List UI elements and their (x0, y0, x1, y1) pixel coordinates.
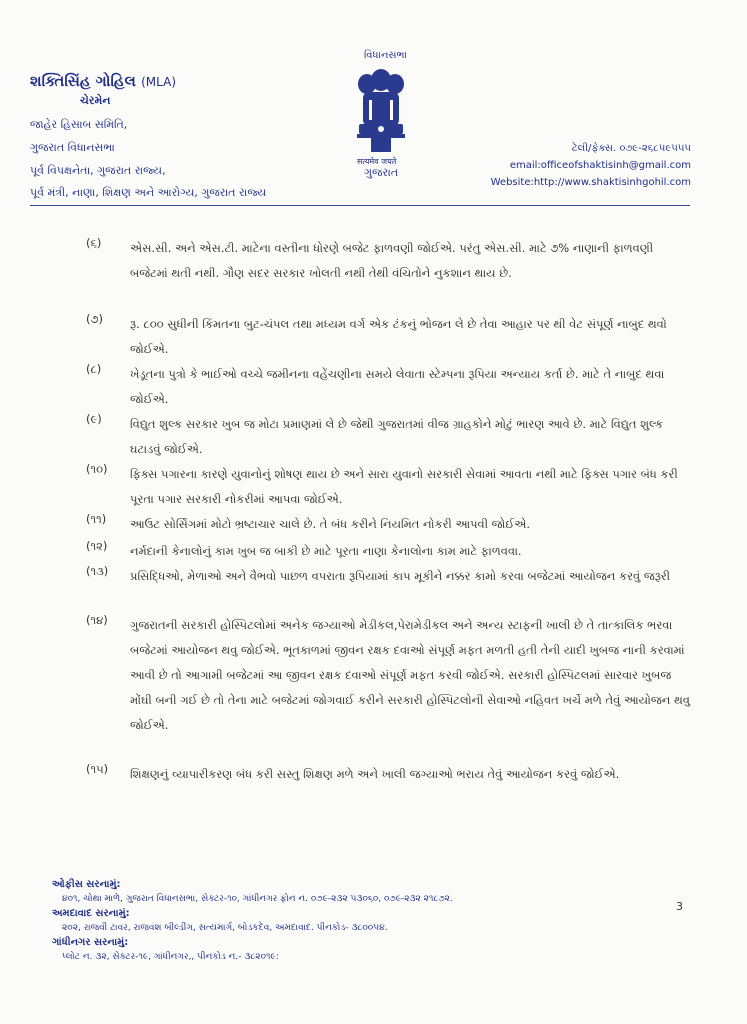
sender-line-3: પૂર્વ વિપક્ષનેતા, ગુજરાત રાજ્ય, (30, 164, 166, 177)
item-number: (૧૨) (86, 539, 108, 553)
emblem-motto: सत्यमेव जयते (357, 157, 397, 166)
item-text: નર્મદાની કેનાલોનું કામ ખુબ જ બાકી છે માટે પૂરતા નાણા કેનાલોના કામ માટે ફાળવવા. (130, 544, 522, 558)
contact-phone: ટેલી/ફેક્સ. ૦૭૯-૨૬૮૫૯૫૫૫ (571, 143, 691, 154)
item-text: ખેડૂતના પુત્રો કે ભાઈઓ વચ્ચે જમીનના વહેંચણીના સમયે લેવાતા સ્ટેમ્પના રૂપિયા અન્યાય કર્તા છે. માટે તે નાબુદ થવા જોઈએ. (130, 367, 665, 406)
ahmedabad-address-label: અમદાવાદ સરનામું: (52, 908, 130, 919)
item-text: પ્રસિદ્ધિઓ, મેળાઓ અને વૈભવો પાછળ વપરાતા રૂપિયામાં કાપ મૂકીને નક્કર કામો કરવા બજેટમાં આયોજન કરવું જરૂરી (130, 569, 671, 583)
contact-email[interactable]: email:officeofshaktisinh@gmail.com (509, 160, 691, 171)
gandhinagar-address-label: ગાંધીનગર સરનામું: (52, 937, 129, 948)
sender-name-suffix: (MLA) (141, 75, 176, 89)
header-divider (30, 205, 690, 206)
sender-line-4: પૂર્વ મંત્રી, નાણા, શિક્ષણ અને આરોગ્ય, ગુજરાત રાજ્ય (30, 186, 267, 199)
emblem-label: વિધાનસભા (364, 50, 407, 61)
emblem-state: ગુજરાત (364, 166, 399, 179)
sender-name (30, 72, 176, 90)
sender-role: ચેરમેન (80, 94, 111, 107)
item-text: રૂ. ૮૦૦ સુધીની કિંમતના બુટ-ચંપલ તથા મધ્યમ વર્ગ એક ટંકનું ભોજન લે છે તેવા આહાર પર થી વેટ સંપૂર્ણ નાબુદ થવો જોઈએ. (130, 317, 667, 356)
page-number: 3 (676, 900, 683, 913)
item-number: (૭) (86, 312, 103, 326)
item-number: (૮) (86, 362, 102, 376)
item-number: (૬) (86, 236, 102, 250)
item-text: આઉટ સોર્સિંગમાં મોટો ભ્રષ્ટાચાર ચાલે છે. તે બંધ કરીને નિયમિત નોકરી આપવી જોઈએ. (130, 517, 531, 531)
item-text: શિક્ષણનું વ્યાપારીકરણ બંધ કરી સસ્તુ શિક્ષણ મળે અને ખાલી જગ્યાઓ ભરાય તેવું આયોજન કરવું જોઈએ. (130, 767, 620, 781)
emblem-icon (345, 66, 417, 156)
item-text: વિદ્યુત શુલ્ક સરકાર ખુબ જ મોટા પ્રમાણમાં લે છે જેથી ગુજરાતમાં વીજ ગ્રાહકોને મોટું ભારણ આવે છે. માટે વિદ્યુત શુલ્ક ઘટાડવું જોઈએ. (130, 417, 664, 456)
item-number: (૧૫) (86, 762, 109, 776)
gandhinagar-address: પ્લોટ ન. ૩૨, સેક્ટર-૧૯, ગાંધીનગર,, પીનકોડ ન.- ૩૮૨૦૧૯: (62, 952, 279, 962)
contact-block (491, 140, 691, 191)
ahmedabad-address: ૨૦૨, રાજવી ટાવર, રાજવંશ બીલ્ડીંગ, સત્યમાર્ગ, બોડકદેવ, અમદાવાદ. પીનકોડ- ૩૮૦૦૫૪. (62, 923, 388, 933)
office-address: ૪૦૧, ચોથા માળે, ગુજરાત વિધાનસભા, સેક્ટર-૧૦, ગાંધીનગર ફોન ન. ૦૭૯-૨૩૨ ૫૩૦૬૦, ૦૭૯-૨૩૨ ૨૧૮૭૨. (62, 894, 453, 904)
office-address-label: ઓફીસ સરનામું: (52, 879, 121, 890)
sender-line-1: જાહેર હિસાબ સમિતિ, (30, 118, 128, 131)
item-text: ફિક્સ પગારના કારણે યુવાનોનું શોષણ થાય છે અને સારા યુવાનો સરકારી સેવામાં આવતા નથી માટે ફિક્સ પગાર બંધ કરી પૂરતા પગાર સરકારી નોકરીમાં આપવા જોઈએ. (130, 467, 678, 506)
item-text: એસ.સી. અને એસ.ટી. માટેના વસ્તીના ધોરણે બજેટ ફાળવણી જોઈએ. પરંતુ એસ.સી. માટે ૭% નાણાની ફાળવણી બજેટમાં થતી નથી. ગૌણ સદર સરકાર ખોલતી નથી તેથી વંચિતોને નુકશાન થાય છે. (130, 241, 654, 280)
footer-addresses (52, 878, 692, 965)
sender-name-text: શક્તિસિંહ ગોહિલ (30, 72, 136, 90)
item-number: (૧૦) (86, 462, 108, 476)
contact-website[interactable]: Website:http://www.shaktisinhgohil.com (490, 177, 691, 188)
item-number: (૯) (86, 412, 102, 426)
item-number: (૧૩) (86, 564, 109, 578)
sender-line-2: ગુજરાત વિધાનસભા (30, 141, 115, 154)
item-text: ગુજરાતની સરકારી હોસ્પિટલોમાં અનેક જગ્યાઓ મેડીકલ,પેરામેડીકલ અને અન્ય સ્ટાફની ખાલી છે તે તાત્કાલિક ભરવા બજેટમાં આયોજન થવુ જોઈએ. ભૂતકાળમાં જીવન રક્ષક દવાઓ સંપૂર્ણ મફત મળતી હતી તેની યાદી ખુબજ નાની કરવામાં આવી છે તો આગામી બજેટમાં આ જીવન રક્ષક દવાઓ સંપૂર્ણ મફત કરવી જોઈએ. સરકારી હોસ્પિટલમાં સારવાર ખુબજ મોંઘી બની ગઈ છે તો તેના માટે બજેટમાં જોગવાઈ કરીને સરકારી હોસ્પિટલોની સેવાઓ નહિવત ખર્ચે મળે તેવું આયોજન થવુ જોઈએ. (130, 618, 690, 732)
item-number: (૧૪) (86, 613, 108, 627)
item-number: (૧૧) (86, 512, 107, 526)
